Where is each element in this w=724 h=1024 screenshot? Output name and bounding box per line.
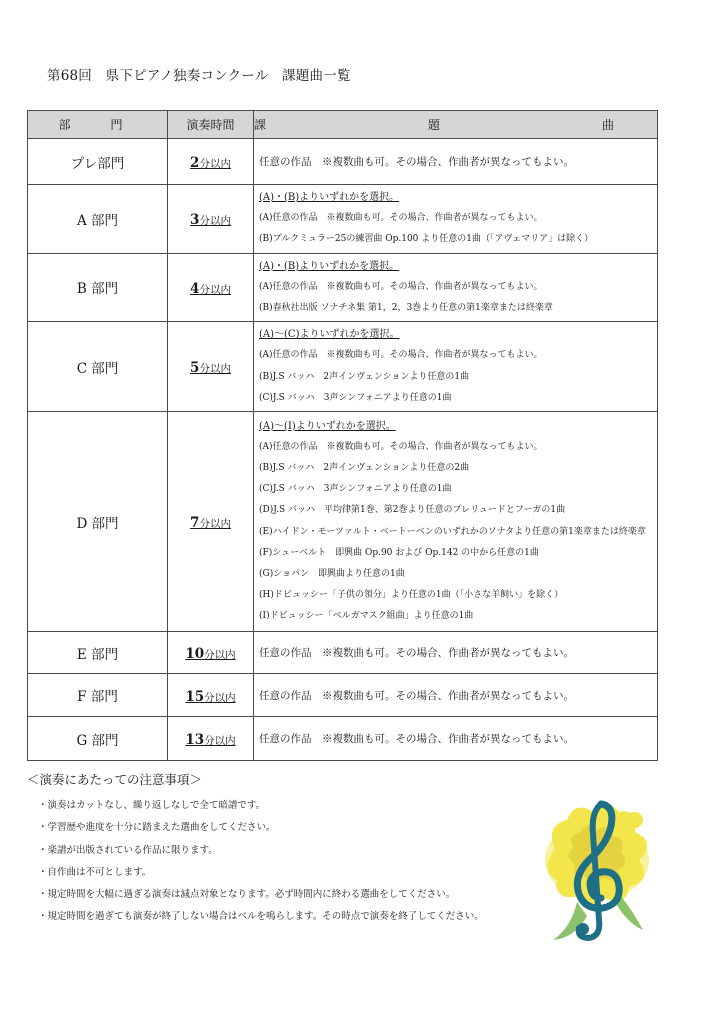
- contest-pieces-table: [27, 110, 661, 761]
- time-unit: 分以内: [199, 158, 231, 170]
- division-name: プレ部門: [28, 139, 168, 185]
- division-name: E 部門: [28, 632, 168, 674]
- piece-item: (B)ブルクミュラー25の練習曲 Op.100 より任意の1曲（「アヴェマリア」は除く）: [259, 234, 594, 245]
- time-unit: 分以内: [199, 283, 231, 296]
- note-item: ・自作曲は不可とします。: [38, 866, 152, 878]
- piece-text: 任意の作品 ※複数曲も可。その場合、作曲者が異なってもよい。: [254, 139, 658, 185]
- selection-instruction: (A)・(B)よりいずれかを選択。: [259, 260, 400, 272]
- selection-instruction: (A)・(B)よりいずれかを選択。: [259, 192, 400, 203]
- division-name: C 部門: [28, 322, 168, 412]
- time-limit: [168, 139, 254, 185]
- time-unit: 分以内: [199, 363, 231, 376]
- division-name: G 部門: [28, 717, 168, 761]
- table-row-f: [28, 674, 658, 717]
- time-number: 3: [190, 212, 200, 229]
- piece-item: (H)ドビュッシー「子供の領分」より任意の1曲（「小さな羊飼い」を除く）: [259, 590, 564, 601]
- piece-text: 任意の作品 ※複数曲も可。その場合、作曲者が異なってもよい。: [254, 674, 658, 717]
- header-time: 演奏時間: [168, 111, 254, 139]
- piece-list: [254, 253, 658, 322]
- piece-item: (A)任意の作品 ※複数曲も可。その場合、作曲者が異なってもよい。: [259, 281, 543, 292]
- piece-item: (C)J.S バッハ 3声シンフォニアより任意の1曲: [259, 392, 452, 403]
- time-number: 10: [185, 646, 205, 663]
- time-number: 2: [190, 155, 200, 171]
- piece-item: (A)任意の作品 ※複数曲も可。その場合、作曲者が異なってもよい。: [259, 441, 543, 452]
- piece-list: [254, 322, 658, 412]
- time-limit: [168, 412, 254, 632]
- time-number: 5: [190, 360, 200, 377]
- piece-item: (D)J.S バッハ 平均律第1巻、第2巻より任意のプレリュードとフーガの1曲: [259, 505, 566, 516]
- division-name: F 部門: [28, 674, 168, 717]
- time-limit: [168, 632, 254, 674]
- note-item: ・規定時間を過ぎても演奏が終了しない場合はベルを鳴らします。その時点で演奏を終了してください。: [38, 911, 484, 923]
- header-pieces: 課 題 曲: [254, 111, 658, 139]
- treble-clef-flower-icon: [535, 790, 660, 950]
- piece-item: (E)ハイドン・モーツァルト・ベートーベンのいずれかのソナタより任意の第1楽章または終楽章: [259, 526, 646, 537]
- table-row-b: [28, 253, 658, 322]
- time-limit: [168, 717, 254, 761]
- piece-item: (G)ショパン 即興曲より任意の1曲: [259, 568, 405, 579]
- table-row-c: [28, 322, 658, 412]
- time-limit: [168, 185, 254, 254]
- table-header-row: [28, 111, 658, 139]
- piece-item: (A)任意の作品 ※複数曲も可。その場合、作曲者が異なってもよい。: [259, 213, 543, 224]
- selection-instruction: (A)～(I)よりいずれかを選択。: [259, 420, 396, 432]
- time-number: 7: [190, 515, 200, 532]
- note-item: ・学習歴や進度を十分に踏まえた選曲をしてください。: [38, 822, 276, 834]
- time-unit: 分以内: [199, 215, 231, 228]
- piece-list: [254, 185, 658, 254]
- piece-item: (C)J.S バッハ 3声シンフォニアより任意の1曲: [259, 484, 452, 495]
- note-item: ・規定時間を大幅に過ぎる演奏は減点対象となります。必ず時間内に終わる選曲をしてください。: [38, 889, 456, 901]
- selection-instruction: (A)～(C)よりいずれかを選択。: [259, 329, 400, 341]
- header-division: 部 門: [28, 111, 168, 139]
- note-item: ・楽譜が出版されている作品に限ります。: [38, 844, 218, 856]
- time-unit: 分以内: [204, 691, 236, 704]
- table-row-pre: [28, 139, 658, 185]
- notes-list: [38, 795, 484, 929]
- table-row-e: [28, 632, 658, 674]
- time-limit: [168, 253, 254, 322]
- table-row-a: [28, 185, 658, 254]
- table-row-g: [28, 717, 658, 761]
- division-name: D 部門: [28, 412, 168, 632]
- time-unit: 分以内: [204, 735, 236, 748]
- table-row-d: [28, 412, 658, 632]
- piece-item: (B)J.S バッハ 2声インヴェンションより任意の2曲: [259, 462, 470, 473]
- time-number: 15: [185, 688, 205, 705]
- division-name: B 部門: [28, 253, 168, 322]
- piece-item: (A)任意の作品 ※複数曲も可。その場合、作曲者が異なってもよい。: [259, 350, 543, 361]
- time-number: 4: [190, 280, 200, 297]
- time-unit: 分以内: [204, 649, 236, 662]
- time-limit: [168, 674, 254, 717]
- time-limit: [168, 322, 254, 412]
- time-unit: 分以内: [199, 518, 231, 531]
- piece-text: 任意の作品 ※複数曲も可。その場合、作曲者が異なってもよい。: [254, 632, 658, 674]
- page-title: 第68回 県下ピアノ独奏コンクール 課題曲一覧: [47, 68, 351, 84]
- division-name: A 部門: [28, 185, 168, 254]
- piece-list: [254, 412, 658, 632]
- piece-item: (F)シューベルト 即興曲 Op.90 および Op.142 の中から任意の1曲: [259, 547, 539, 558]
- note-item: ・演奏はカットなし、繰り返しなしで全て暗譜です。: [38, 800, 266, 811]
- time-number: 13: [185, 732, 205, 749]
- piece-item: (I)ドビュッシー「ベルガマスク組曲」より任意の1曲: [259, 611, 474, 622]
- piece-text: 任意の作品 ※複数曲も可。その場合、作曲者が異なってもよい。: [254, 717, 658, 761]
- notes-title: ＜演奏にあたっての注意事項＞: [27, 772, 203, 787]
- piece-item: (B)春秋社出版 ソナチネ集 第1，2，3巻より任意の第1楽章または終楽章: [259, 303, 553, 314]
- piece-item: (B)J.S バッハ 2声インヴェンションより任意の1曲: [259, 371, 470, 382]
